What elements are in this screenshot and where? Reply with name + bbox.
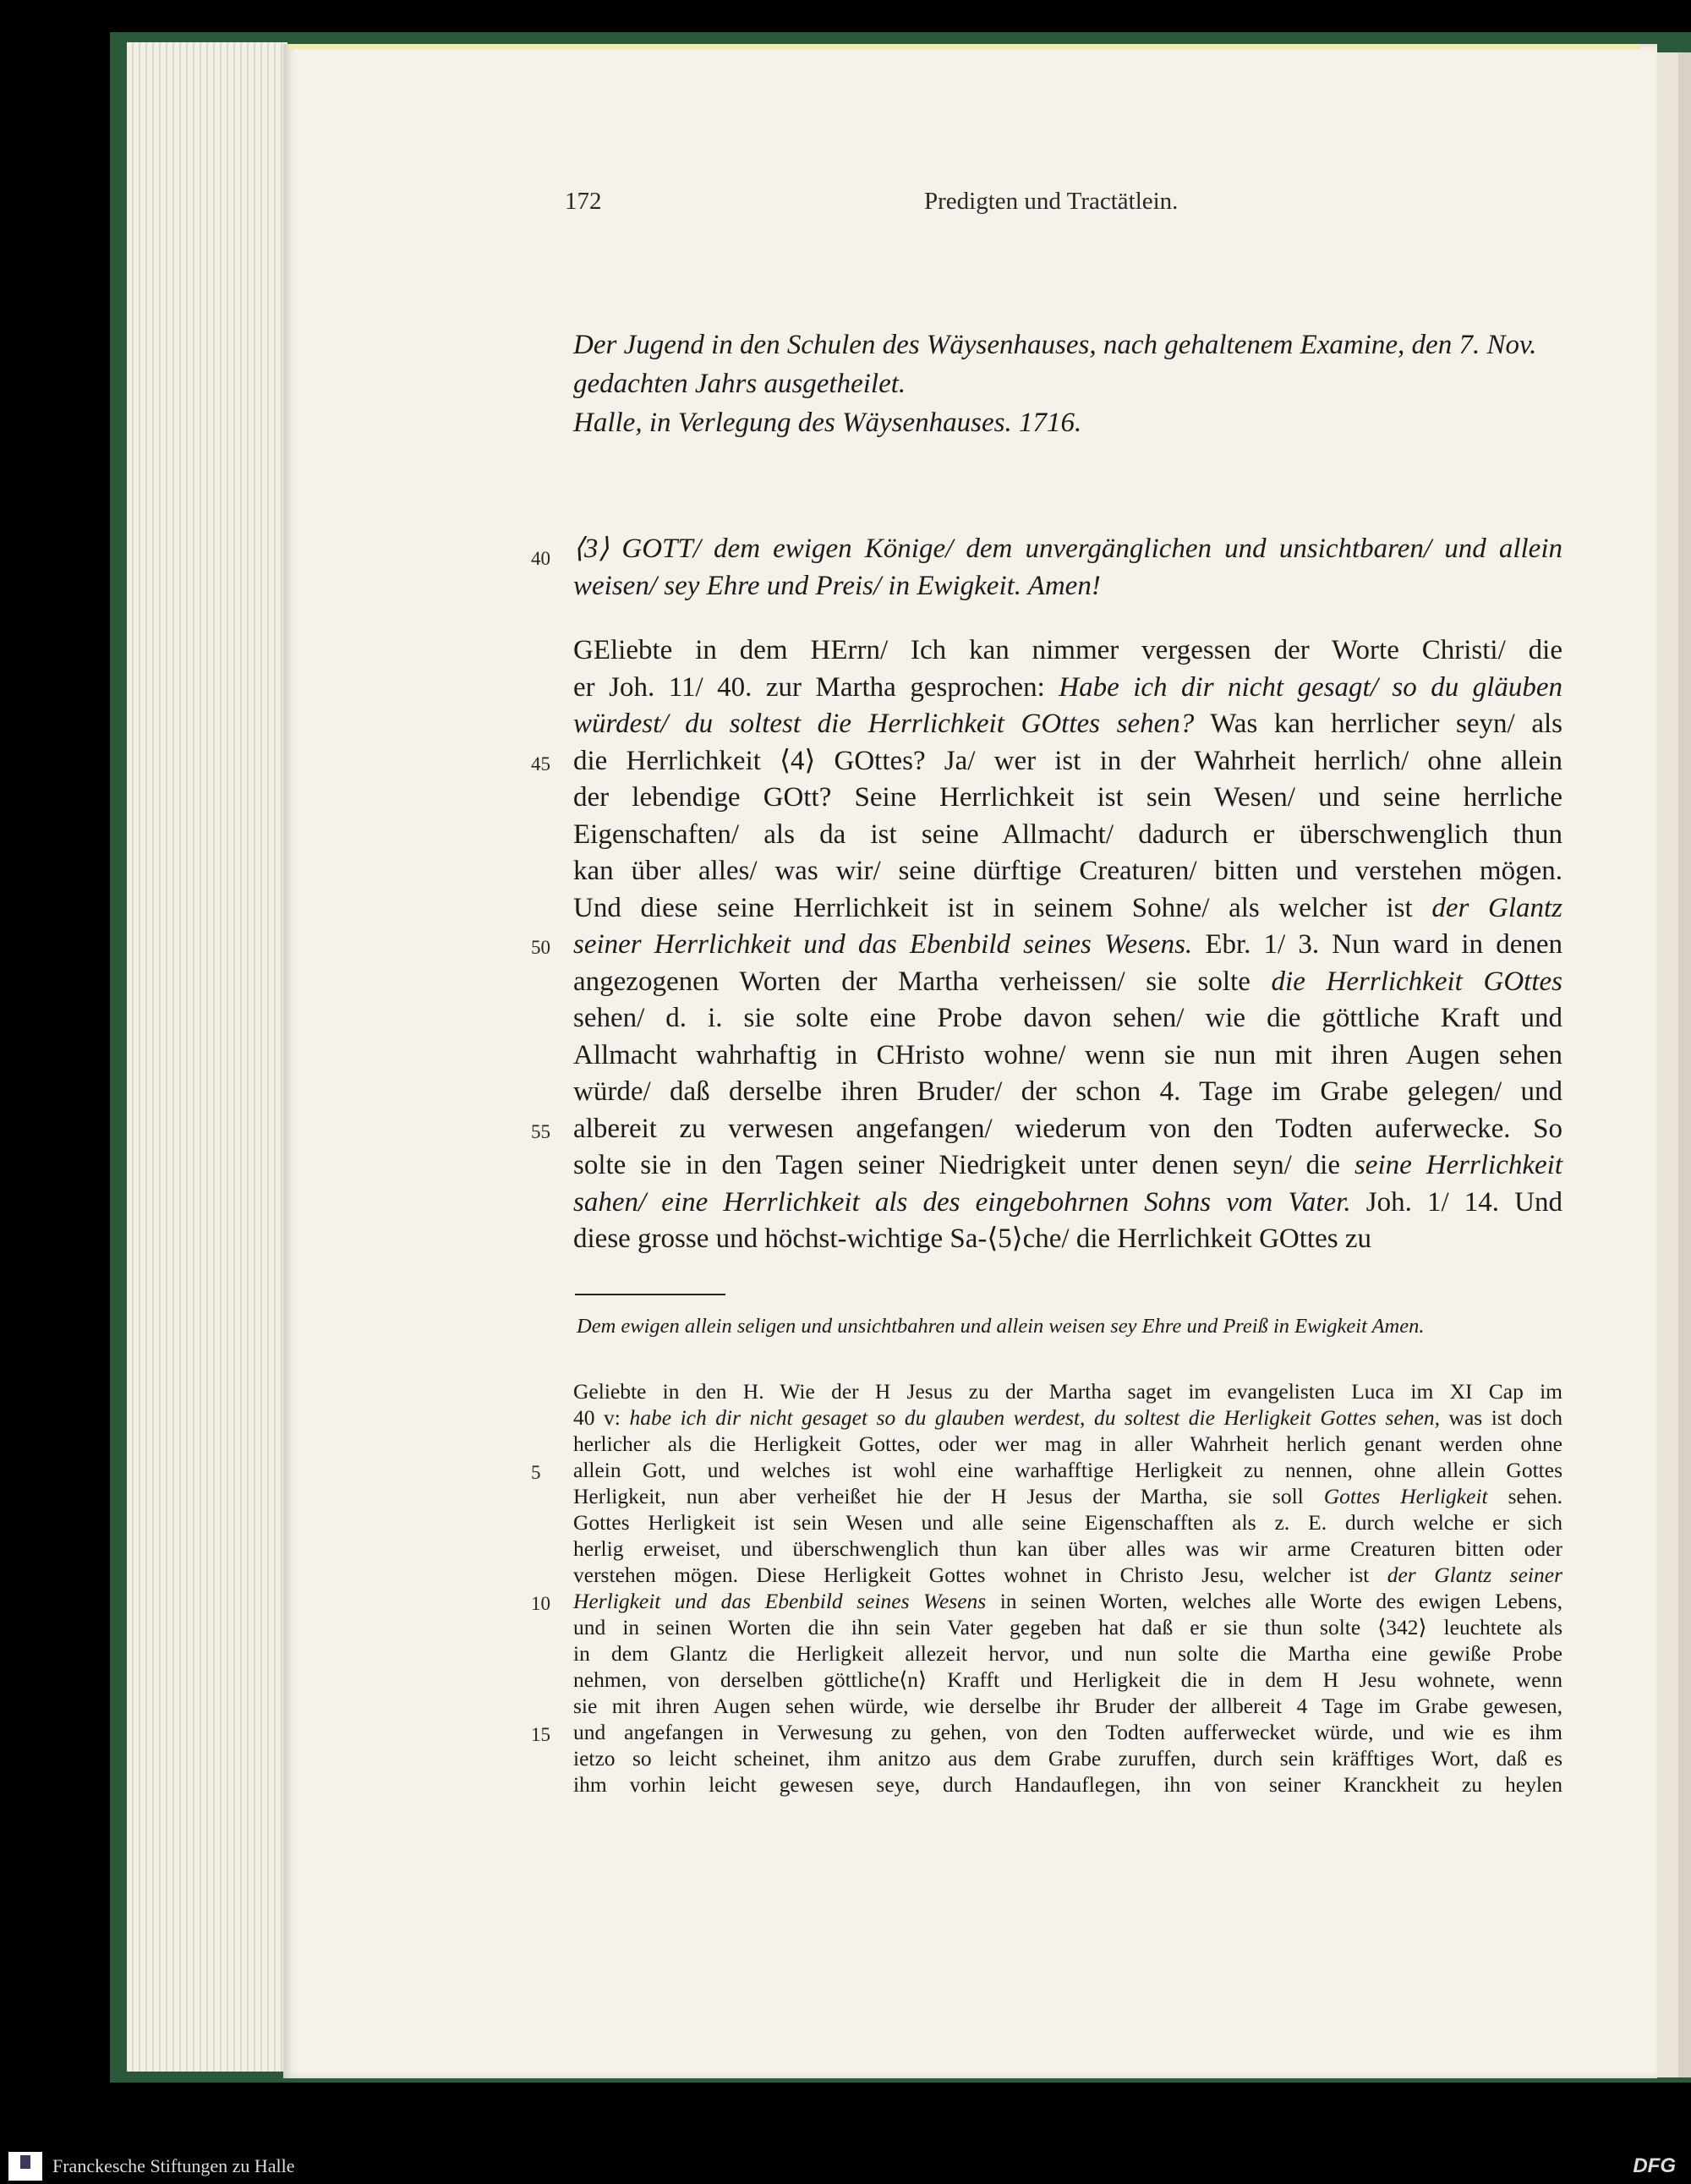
text-span: sie mit ihren Augen sehen würde, wie derselbe ihr Bruder der allbereit 4 Tage im Grabe gewesen, [573,1694,1562,1718]
text-line [573,780,1562,817]
text-line [573,706,1562,743]
text-span: Habe ich dir nicht gesagt/ so du gläuben [1059,671,1562,703]
invocation-line: ⟨3⟩ GOTT/ dem ewigen Könige/ dem unvergänglichen und unsichtbaren/ und allein [573,534,1562,564]
text-line [573,632,1562,670]
text-span: nehmen, von derselben göttliche⟨n⟩ Krafft und Herligkeit die in dem H Jesu wohnete, wenn [573,1667,1562,1692]
text-line [573,1509,1562,1535]
text-line [573,743,1562,780]
text-span: sehen/ d. i. sie solte eine Probe davon sehen/ wie die göttliche Kraft und [573,1003,1562,1033]
text-span: Geliebte in den H. Wie der H Jesus zu der Martha saget im evangelisten Luca im XI Cap im [573,1379,1562,1404]
text-span: GEliebte in dem HErrn/ Ich kan nimmer vergessen der Worte Christi/ die [573,635,1562,665]
line-number: 55 [531,1120,550,1142]
invocation-block [573,531,1562,605]
text-span: und angefangen in Verwesung zu gehen, von den Todten aufferwecket würde, und wie es ihm [573,1720,1562,1744]
text-line [573,890,1562,928]
text-span: Herligkeit, nun aber verheißet hie der H Jesus der Martha, sie soll [573,1484,1324,1508]
text-span: in seinen Worten, welches alle Worte des ewigen Lebens, [986,1589,1562,1613]
text-span: die Herrlichkeit GOttes [1271,966,1562,997]
text-line [573,1771,1562,1798]
text-line [573,1535,1562,1562]
text-span: Allmacht wahrhaftig in CHristo wohne/ wenn sie nun mit ihren Augen sehen [573,1039,1562,1070]
text-span: Und diese seine Herrlichkeit ist in seinem Sohne/ als welcher ist [573,892,1432,923]
text-span: albereit zu verwesen angefangen/ wiederum von den Todten auferwecke. So [573,1113,1562,1144]
text-span: würdest/ du soltest die Herrlichkeit GOttes sehen? [573,709,1195,739]
text-span: der lebendige GOtt? Seine Herrlichkeit ist sein Wesen/ und seine herrliche [573,782,1562,813]
text-span: ihm vorhin leicht gewesen seye, durch Handauflegen, ihn von seiner Kranckheit zu heylen [573,1772,1562,1797]
text-span: 40 v: [573,1405,630,1430]
intro-line: gedachten Jahrs ausgetheilet. [573,369,906,399]
text-line [573,1404,1562,1431]
text-line [573,1483,1562,1509]
main-text-block [573,632,1562,1258]
text-span: würde/ daß derselbe ihren Bruder/ der schon 4. Tage im Grabe gelegen/ und [573,1076,1562,1107]
dfg-logo: DFG [1633,2154,1676,2177]
text-span: habe ich dir nicht gesaget so du glauben werdest, du soltest die Herligkeit Gottes sehen, [629,1405,1440,1430]
page-top-strip [287,44,1640,49]
text-span: diese grosse und höchst-wichtige Sa-⟨5⟩che/ die Herrlichkeit GOttes zu [573,1223,1371,1254]
text-span: Herligkeit und das Ebenbild seines Wesens [573,1589,987,1613]
text-span: seine Herrlichkeit [1354,1150,1562,1180]
text-line [573,1562,1562,1588]
text-span: sahen/ eine Herrlichkeit als des eingebohrnen Sohns vom Vater. [573,1186,1351,1218]
line-number: 50 [531,937,550,958]
text-line [573,1000,1562,1037]
text-span: ietzo so leicht scheinet, ihm anitzo aus dem Grabe zuruffen, durch sein kräfftiges Wort, daß es [573,1746,1562,1771]
institution-logo-mark-icon [20,2155,30,2169]
invocation-line: weisen/ sey Ehre und Preis/ in Ewigkeit. Amen! [573,570,1101,601]
text-line [573,1640,1562,1667]
page-stack-edge [127,42,287,2072]
text-line [573,1588,1562,1614]
text-span: Joh. 1/ 14. Und [1350,1186,1562,1218]
text-line [573,1693,1562,1719]
text-span: Gottes Herligkeit [1323,1484,1488,1508]
line-number: 10 [531,1593,550,1614]
text-line [573,1667,1562,1693]
intro-block [573,326,1562,442]
footnote-text-block [573,1378,1562,1798]
text-line [573,927,1562,964]
institution-name: Franckesche Stiftungen zu Halle [52,2155,295,2176]
line-number: 40 [531,548,550,569]
text-line [573,1457,1562,1483]
text-line [573,817,1562,854]
text-line [573,1037,1562,1075]
text-span: allein Gott, und welches ist wohl eine warhafftige Herligkeit zu nennen, ohne allein Gottes [573,1458,1562,1482]
text-line [573,1378,1562,1404]
text-span: der Glantz seiner [1387,1563,1562,1587]
intro-line: Halle, in Verlegung des Wäysenhauses. 1716. [573,408,1082,438]
text-span: angezogenen Worten der Martha verheissen/ sie solte [573,966,1272,997]
text-line [573,1614,1562,1640]
page-number: 172 [565,188,602,215]
text-span: herlig erweiset, und überschwenglich thun kan über alles was wir arme Creaturen bitten oder [573,1536,1562,1561]
facing-page-edge-shadow [1678,52,1691,2077]
text-line [573,1111,1562,1148]
text-span: herlicher als die Herligkeit Gottes, oder wer mag in aller Wahrheit herlich genant werden ohne [573,1431,1562,1456]
footnote-rule [575,1294,725,1295]
text-line [573,1221,1562,1258]
intro-line: Der Jugend in den Schulen des Wäysenhauses, nach gehaltenem Examine, den 7. Nov. [573,330,1537,360]
line-number: 15 [531,1724,550,1745]
text-span: seiner Herrlichkeit und das Ebenbild seines Wesens. [573,929,1193,960]
text-span: sehen. [1487,1484,1562,1508]
text-span: Ebr. 1/ 3. Nun ward in denen [1192,929,1562,960]
text-span: Was kan herrlicher seyn/ als [1194,709,1562,739]
line-number: 5 [531,1462,541,1483]
text-line [573,964,1562,1001]
text-line [573,1745,1562,1771]
text-line [573,670,1562,707]
footnote-heading: Dem ewigen allein seligen und unsichtbahren und allein weisen sey Ehre und Preiß in Ewigkeit Amen. [577,1315,1425,1338]
text-span: was ist doch [1439,1405,1562,1430]
text-line [573,1147,1562,1185]
text-line [573,1431,1562,1457]
text-span: kan über alles/ was wir/ seine dürftige Creaturen/ bitten und verstehen mögen. [573,856,1562,886]
text-line [573,1185,1562,1222]
line-number: 45 [531,753,550,775]
text-span: Gottes Herligkeit ist sein Wesen und alle seine Eigenschafften als z. E. durch welche er sich [573,1510,1562,1535]
text-span: solte sie in den Tagen seiner Niedrigkeit unter denen seyn/ die [573,1150,1354,1180]
text-span: Eigenschaften/ als da ist seine Allmacht/ dadurch er überschwenglich thun [573,818,1562,850]
text-span: verstehen mögen. Diese Herligkeit Gottes wohnet in Christo Jesu, welcher ist [573,1563,1387,1587]
text-span: er Joh. 11/ 40. zur Martha gesprochen: [573,671,1059,703]
text-span: und in seinen Worten die ihn sein Vater gegeben hat daß er sie thun solte ⟨342⟩ leuchtete als [573,1615,1562,1639]
text-line [573,853,1562,890]
running-title: Predigten und Tractätlein. [924,188,1179,215]
text-line [573,1719,1562,1745]
text-line [573,1074,1562,1111]
text-span: in dem Glantz die Herligkeit allezeit hervor, und nun solte die Martha eine gewiße Probe [573,1641,1562,1666]
text-span: die Herrlichkeit ⟨4⟩ GOttes? Ja/ wer ist in der Wahrheit herrlich/ ohne allein [573,745,1562,776]
text-span: der Glantz [1431,892,1562,923]
